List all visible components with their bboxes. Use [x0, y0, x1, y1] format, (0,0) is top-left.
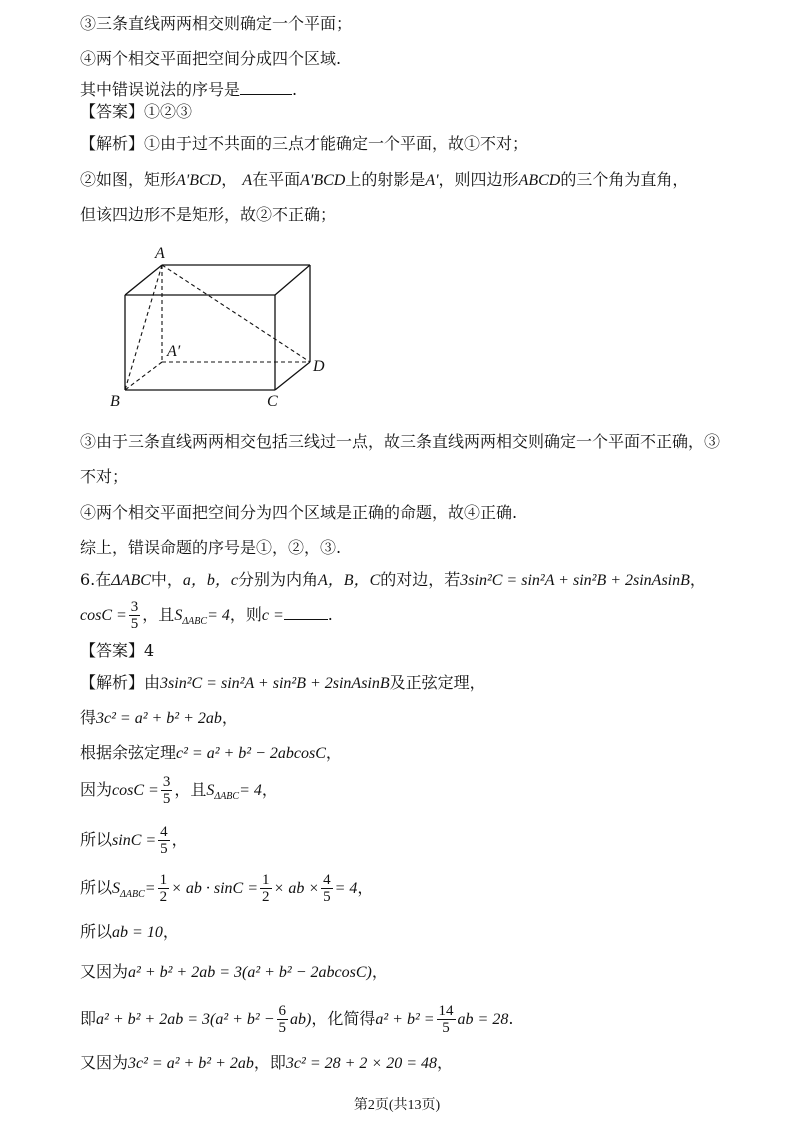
analysis-3-cont: 不对； — [80, 467, 129, 486]
analysis-3: ③由于三条直线两两相交包括三线过一点，故三条直线两两相交则确定一个平面不正确，③ — [80, 432, 721, 451]
statement-3: ③三条直线两两相交则确定一个平面； — [80, 14, 353, 33]
q6-step-4: 因为cosC = $\frac{3}{5}$ ，且$S_{\Delta ABC}= 4$， — [80, 774, 278, 807]
edge-A-prime-B — [125, 362, 162, 390]
q6-stem: 6.在ΔABC中，a，b，c分别为内角A，B，C的对边，若3sin²C = sin²A + sin²B + 2sinAsinB， — [80, 570, 706, 589]
label-B: B — [110, 393, 120, 410]
q6-step-3: 根据余弦定理c² = a² + b² − 2abcosC， — [80, 743, 342, 762]
edge-top-left — [125, 265, 162, 295]
page-footer: 第2页(共13页) — [353, 1098, 441, 1113]
q6-stem-2: cosC = $\frac{3}{5}$ ，且$S_{\Delta ABC}= 4$，则c = . — [80, 599, 333, 632]
q6-step-7: 所以ab = 10， — [80, 922, 179, 941]
q6-step-2: 得3c² = a² + b² + 2ab， — [80, 708, 238, 727]
analysis-2: ②如图，矩形A'BCD， A在平面A'BCD上的射影是A'，则四边形ABCD的三个角为直角， — [80, 170, 689, 189]
q6-step-1: 【解析】由3sin²C = sin²A + sin²B + 2sinAsinB及正弦定理， — [80, 673, 486, 692]
label-A: A — [155, 245, 165, 262]
edge-AB — [125, 265, 162, 390]
q6-step-8: 又因为a² + b² + 2ab = 3(a² + b² − 2abcosC)， — [80, 962, 388, 981]
box-figure — [100, 240, 340, 415]
q6-step-10: 又因为3c² = a² + b² + 2ab，即3c² = 28 + 2 × 20 = 48， — [80, 1053, 454, 1072]
analysis-2-cont: 但该四边形不是矩形，故②不正确； — [80, 205, 337, 224]
answer-line — [80, 102, 192, 122]
q6-step-6: 所以$S_{\Delta ABC}=$ $\frac{1}{2}$ × ab · sinC = $\frac{1}{2}$ × ab × $\frac{4}{5}$ = 4， — [80, 872, 374, 905]
answer-value: ①②③ — [144, 102, 193, 121]
edge-top-right — [275, 265, 310, 295]
question-prompt: 其中错误说法的序号是 . — [80, 80, 298, 99]
label-D: D — [313, 358, 325, 375]
edge-AD — [162, 265, 310, 362]
q6-answer: 【答案】4 — [80, 641, 155, 660]
summary: 综上，错误命题的序号是①，②，③. — [80, 538, 342, 557]
label-C: C — [267, 393, 278, 410]
analysis-4: ④两个相交平面把空间分为四个区域是正确的命题，故④正确. — [80, 503, 518, 522]
statement-4: ④两个相交平面把空间分成四个区域. — [80, 49, 342, 68]
q6-step-5: 所以sinC = $\frac{4}{5}$ ， — [80, 824, 188, 857]
q6-answer-blank — [284, 605, 328, 620]
edge-bottom-right — [275, 362, 310, 390]
q6-step-9: 即a² + b² + 2ab = 3(a² + b² − $\frac{6}{5}$ ab)，化简得a² + b² = $\frac{14}{5}$ ab = 28. — [80, 1003, 514, 1036]
label-A-prime: A′ — [167, 343, 181, 360]
analysis-1: 【解析】①由于过不共面的三点才能确定一个平面，故①不对； — [80, 134, 529, 153]
answer-label: 【答案】 — [80, 102, 145, 121]
answer-blank — [240, 80, 292, 95]
